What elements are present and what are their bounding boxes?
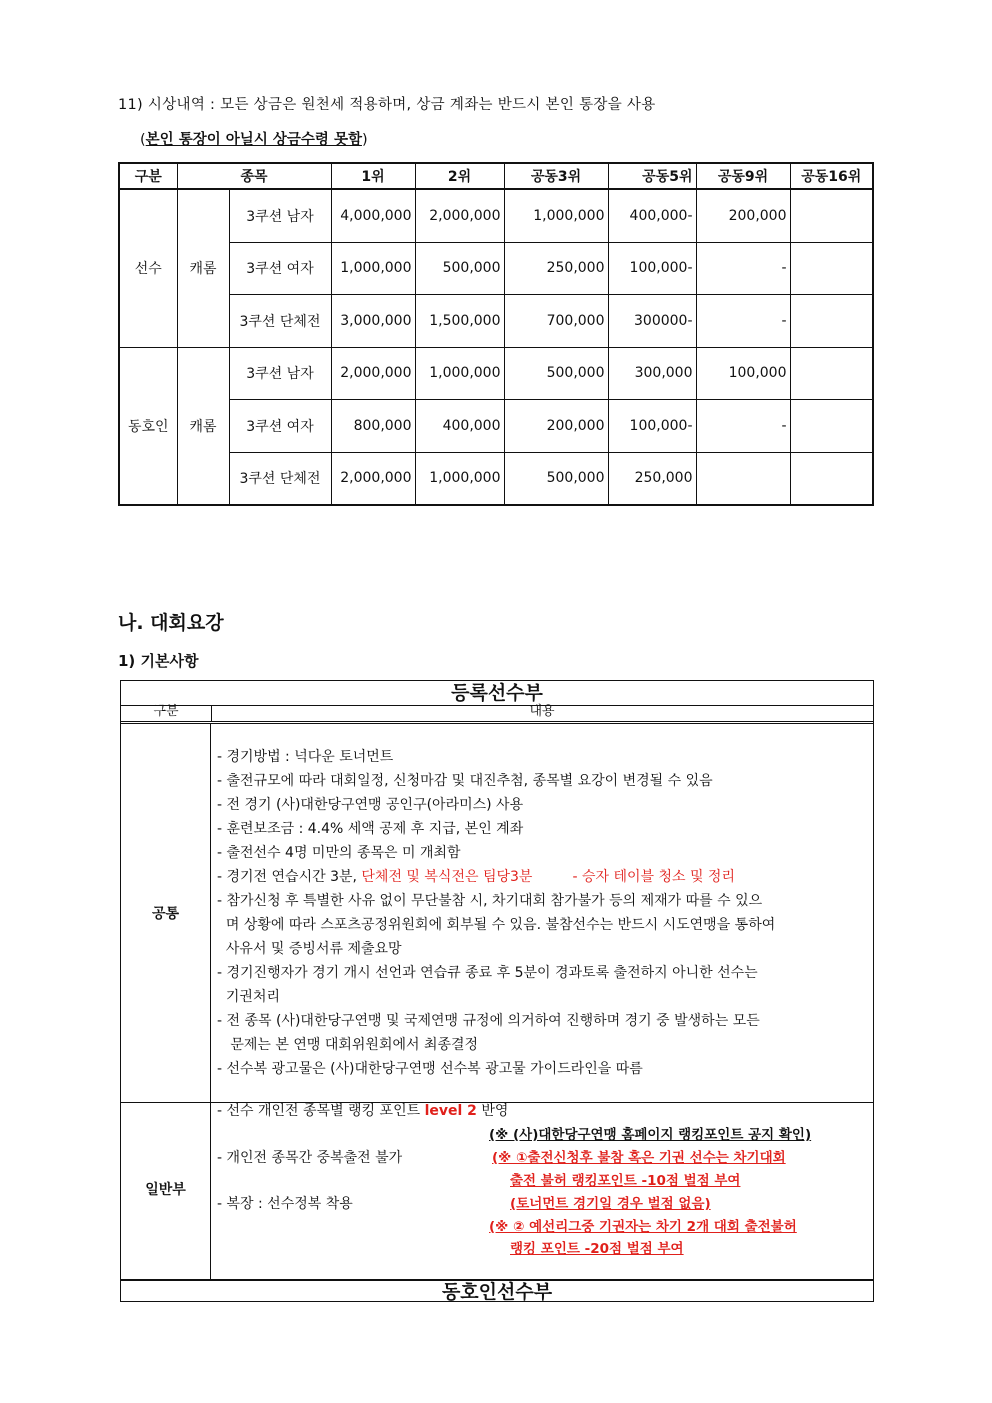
prize-2nd: 1,000,000 xyxy=(415,452,504,505)
header-event: 종목 xyxy=(177,163,331,189)
prize-9th: - xyxy=(696,295,790,348)
rule-line: - 전 종목 (사)대한당구연맹 및 국제연맹 규정에 의거하여 진행하며 경기 중 발생하는 모든 xyxy=(217,1013,760,1029)
section-heading: 나. 대회요강 xyxy=(118,612,224,634)
prize-3rd: 250,000 xyxy=(504,242,608,295)
prize-9th: - xyxy=(696,400,790,453)
rules-col-category: 구분 xyxy=(121,705,212,721)
prize-3rd: 500,000 xyxy=(504,347,608,400)
practice-prefix: - 경기전 연습시간 3분, xyxy=(217,869,362,885)
practice-rule xyxy=(217,865,735,889)
prize-16th xyxy=(790,242,873,295)
prize-1st: 2,000,000 xyxy=(331,452,415,505)
rule-line: - 훈련보조금 : 4.4% 세액 공제 후 지급, 본인 계좌 xyxy=(217,821,524,837)
event-name: 3쿠션 남자 xyxy=(229,189,331,242)
event-name: 3쿠션 여자 xyxy=(229,242,331,295)
prize-3rd: 700,000 xyxy=(504,295,608,348)
practice-red-2: - 승자 테이블 청소 및 정리 xyxy=(572,869,735,885)
event-name: 3쿠션 단체전 xyxy=(229,452,331,505)
rules-divider xyxy=(210,724,211,1279)
prize-row xyxy=(119,452,873,505)
prize-2nd: 1,000,000 xyxy=(415,347,504,400)
rule-line: - 참가신청 후 특별한 사유 없이 무단불참 시, 차기대회 참가불가 등의 제재가 따를 수 있으 xyxy=(217,893,763,909)
prize-row xyxy=(119,295,873,348)
rule-line: - 전 경기 (사)대한당구연맹 공인구(아라미스) 사용 xyxy=(217,797,524,813)
header-16th: 공동16위 xyxy=(790,163,873,189)
practice-red-1: 단체전 및 복식전은 팀당3분 xyxy=(361,869,533,885)
group-sub: 캐롬 xyxy=(177,189,229,347)
prize-3rd: 1,000,000 xyxy=(504,189,608,242)
rule-line: - 경기방법 : 넉다운 토너먼트 xyxy=(217,749,394,765)
dup-rule: - 개인전 종목간 중복출전 불가 xyxy=(217,1150,403,1166)
award-note-open: ( xyxy=(140,132,146,148)
rules-title: 등록선수부 xyxy=(121,681,873,706)
rule-line: 문제는 본 연맹 대회위원회에서 최종결정 xyxy=(217,1037,479,1053)
prize-16th xyxy=(790,452,873,505)
prize-16th xyxy=(790,295,873,348)
ranking-prefix: - 선수 개인전 종목별 랭킹 포인트 xyxy=(217,1103,425,1119)
prize-3rd: 200,000 xyxy=(504,400,608,453)
common-label: 공통 xyxy=(151,906,180,922)
prize-row xyxy=(119,347,873,400)
red-note-1b: 출전 불허 랭킹포인트 -10점 벌점 부여 xyxy=(510,1173,741,1189)
rule-line: 사유서 및 증빙서류 제출요망 xyxy=(217,941,402,957)
ranking-level: level 2 xyxy=(424,1103,477,1119)
group-sub: 캐롬 xyxy=(177,347,229,505)
header-3rd: 공동3위 xyxy=(504,163,608,189)
event-name: 3쿠션 남자 xyxy=(229,347,331,400)
header-9th: 공동9위 xyxy=(696,163,790,189)
prize-1st: 3,000,000 xyxy=(331,295,415,348)
rule-line: - 출전선수 4명 미만의 종목은 미 개최함 xyxy=(217,845,461,861)
rule-line: - 선수복 광고물은 (사)대한당구연맹 선수복 광고물 가이드라인을 따름 xyxy=(217,1061,643,1077)
prize-1st: 800,000 xyxy=(331,400,415,453)
rule-line: - 출전규모에 따라 대회일정, 신청마감 및 대진추첨, 종목별 요강이 변경될 수 있음 xyxy=(217,773,713,789)
prize-2nd: 1,500,000 xyxy=(415,295,504,348)
prize-table xyxy=(118,162,874,506)
header-2nd: 2위 xyxy=(415,163,504,189)
header-category: 구분 xyxy=(119,163,177,189)
event-name: 3쿠션 단체전 xyxy=(229,295,331,348)
prize-16th xyxy=(790,347,873,400)
prize-5th: 100,000- xyxy=(608,400,696,453)
prize-3rd: 500,000 xyxy=(504,452,608,505)
prize-row xyxy=(119,242,873,295)
award-note-close: ) xyxy=(361,132,368,148)
prize-5th: 100,000- xyxy=(608,242,696,295)
prize-1st: 2,000,000 xyxy=(331,347,415,400)
prize-2nd: 2,000,000 xyxy=(415,189,504,242)
prize-2nd: 400,000 xyxy=(415,400,504,453)
red-note-2a: (※ ② 예선리그중 기권자는 차기 2개 대회 출전불허 xyxy=(489,1219,797,1235)
group-category: 동호인 xyxy=(119,347,177,505)
prize-5th: 400,000- xyxy=(608,189,696,242)
prize-row xyxy=(119,189,873,242)
red-note-1c: (토너먼트 경기일 경우 벌점 없음) xyxy=(510,1196,711,1212)
header-5th: 공동5위 xyxy=(608,163,696,189)
section-subheading: 1) 기본사항 xyxy=(118,652,199,670)
general-label: 일반부 xyxy=(145,1182,186,1198)
rule-line: - 경기진행자가 경기 개시 선언과 연습큐 종료 후 5분이 경과토록 출전하지 아니한 선수는 xyxy=(217,965,758,981)
red-note-1a: (※ ①출전신청후 불참 혹은 기권 선수는 차기대회 xyxy=(492,1150,786,1166)
prize-1st: 1,000,000 xyxy=(331,242,415,295)
prize-header-row xyxy=(119,163,873,189)
ranking-suffix: 반영 xyxy=(476,1103,509,1119)
prize-9th: - xyxy=(696,242,790,295)
rule-line: 기권처리 xyxy=(217,989,280,1005)
rules-box xyxy=(120,680,874,1302)
prize-16th xyxy=(790,189,873,242)
prize-16th xyxy=(790,400,873,453)
prize-5th: 250,000 xyxy=(608,452,696,505)
ranking-rule xyxy=(217,1099,508,1123)
prize-9th xyxy=(696,452,790,505)
prize-5th: 300,000 xyxy=(608,347,696,400)
group-category: 선수 xyxy=(119,189,177,347)
award-note xyxy=(140,128,368,149)
red-note-2b: 랭킹 포인트 -20점 벌점 부여 xyxy=(510,1241,684,1257)
prize-row xyxy=(119,400,873,453)
header-1st: 1위 xyxy=(331,163,415,189)
amateur-title: 동호인선수부 xyxy=(121,1279,873,1303)
award-note-text: 본인 통장이 아닐시 상금수령 못함 xyxy=(145,132,362,148)
ranking-note: (※ (사)대한당구연맹 홈페이지 랭킹포인트 공지 확인) xyxy=(489,1127,812,1143)
prize-9th: 200,000 xyxy=(696,189,790,242)
prize-9th: 100,000 xyxy=(696,347,790,400)
prize-1st: 4,000,000 xyxy=(331,189,415,242)
prize-2nd: 500,000 xyxy=(415,242,504,295)
event-name: 3쿠션 여자 xyxy=(229,400,331,453)
prize-5th: 300000- xyxy=(608,295,696,348)
award-line: 11) 시상내역 : 모든 상금은 원천세 적용하며, 상금 계좌는 반드시 본인 통장을 사용 xyxy=(118,97,656,113)
rules-header-row xyxy=(121,705,873,724)
rules-col-content: 내용 xyxy=(529,704,555,719)
rule-line: 며 상황에 따라 스포츠공정위원회에 회부될 수 있음. 불참선수는 반드시 시도연맹을 통하여 xyxy=(217,917,776,933)
dress-rule: - 복장 : 선수정복 착용 xyxy=(217,1196,353,1212)
